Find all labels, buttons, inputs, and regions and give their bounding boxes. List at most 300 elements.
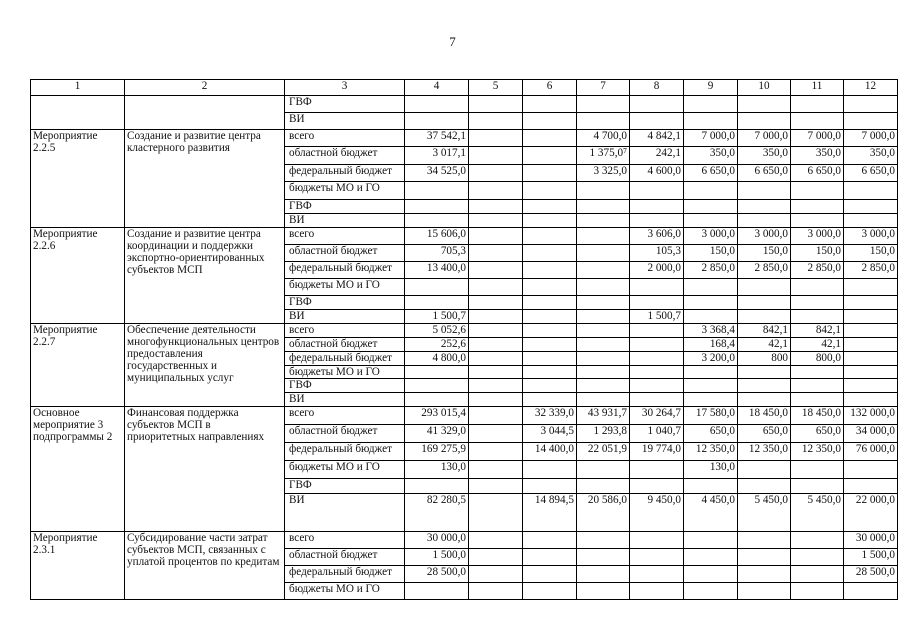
amount-cell: 650,0	[791, 425, 844, 443]
amount-cell	[738, 393, 791, 407]
amount-cell	[523, 214, 577, 228]
amount-cell	[577, 532, 630, 549]
amount-cell	[523, 338, 577, 352]
amount-cell: 3 000,0	[791, 228, 844, 245]
amount-cell: 105,3	[630, 245, 684, 262]
page-number: 7	[449, 34, 456, 49]
activity-description: Создание и развитие центра координации и поддержки экспортно-ориентированных субъектов МСП	[125, 228, 285, 324]
amount-cell	[469, 228, 523, 245]
amount-cell	[469, 165, 523, 182]
amount-cell	[405, 113, 469, 130]
table-row	[31, 130, 898, 147]
amount-cell	[523, 393, 577, 407]
amount-cell: 800	[738, 352, 791, 366]
amount-cell	[738, 479, 791, 494]
funding-source: ГВФ	[285, 96, 405, 113]
amount-cell: 18 450,0	[738, 407, 791, 425]
amount-cell	[577, 279, 630, 296]
amount-cell	[684, 366, 738, 379]
amount-cell	[844, 366, 898, 379]
amount-cell: 252,6	[405, 338, 469, 352]
amount-cell: 3 017,1	[405, 147, 469, 165]
amount-cell	[684, 296, 738, 310]
amount-cell: 30 264,7	[630, 407, 684, 425]
amount-cell	[791, 366, 844, 379]
activity-description: Обеспечение деятельности многофункциональных центров предоставления государственных и муниципальных услуг	[125, 324, 285, 407]
funding-source: областной бюджет	[285, 245, 405, 262]
amount-cell	[844, 200, 898, 214]
column-header: 2	[125, 80, 285, 96]
amount-cell	[469, 494, 523, 532]
amount-cell	[469, 338, 523, 352]
amount-cell	[684, 200, 738, 214]
amount-cell: 22 000,0	[844, 494, 898, 532]
amount-cell	[630, 200, 684, 214]
amount-cell	[523, 379, 577, 393]
funding-source: бюджеты МО и ГО	[285, 583, 405, 600]
funding-source: ГВФ	[285, 479, 405, 494]
amount-cell	[630, 393, 684, 407]
amount-cell	[469, 130, 523, 147]
amount-cell: 5 052,6	[405, 324, 469, 338]
amount-cell	[738, 279, 791, 296]
funding-source: федеральный бюджет	[285, 165, 405, 182]
amount-cell: 150,0	[844, 245, 898, 262]
amount-cell	[844, 379, 898, 393]
amount-cell	[405, 96, 469, 113]
amount-cell	[684, 393, 738, 407]
activity-name	[31, 96, 125, 130]
amount-cell	[469, 296, 523, 310]
amount-cell	[577, 549, 630, 566]
amount-cell	[523, 165, 577, 182]
amount-cell	[738, 214, 791, 228]
funding-source: областной бюджет	[285, 147, 405, 165]
amount-cell	[523, 182, 577, 200]
funding-source: федеральный бюджет	[285, 443, 405, 461]
amount-cell: 4 842,1	[630, 130, 684, 147]
amount-cell	[405, 583, 469, 600]
amount-cell	[523, 279, 577, 296]
amount-cell	[630, 479, 684, 494]
amount-cell: 13 400,0	[405, 262, 469, 279]
amount-cell: 3 200,0	[684, 352, 738, 366]
amount-cell	[630, 583, 684, 600]
amount-cell	[405, 279, 469, 296]
amount-cell	[844, 96, 898, 113]
amount-cell: 350,0	[791, 147, 844, 165]
amount-cell: 2 850,0	[684, 262, 738, 279]
amount-cell: 3 368,4	[684, 324, 738, 338]
amount-cell	[469, 182, 523, 200]
amount-cell: 5 450,0	[738, 494, 791, 532]
amount-cell: 9 450,0	[630, 494, 684, 532]
amount-cell	[738, 379, 791, 393]
amount-cell	[405, 479, 469, 494]
amount-cell	[469, 113, 523, 130]
funding-source: бюджеты МО и ГО	[285, 182, 405, 200]
amount-cell	[738, 310, 791, 324]
activity-name: Мероприятие 2.2.7	[31, 324, 125, 407]
amount-cell	[630, 96, 684, 113]
amount-cell	[405, 214, 469, 228]
funding-source: федеральный бюджет	[285, 262, 405, 279]
amount-cell: 842,1	[738, 324, 791, 338]
amount-cell: 6 650,0	[844, 165, 898, 182]
amount-cell: 169 275,9	[405, 443, 469, 461]
amount-cell	[844, 214, 898, 228]
amount-cell	[684, 379, 738, 393]
amount-cell	[405, 200, 469, 214]
amount-cell	[791, 461, 844, 479]
amount-cell	[405, 393, 469, 407]
amount-cell	[469, 279, 523, 296]
amount-cell	[844, 324, 898, 338]
amount-cell: 7 000,0	[684, 130, 738, 147]
amount-cell	[738, 461, 791, 479]
table-row	[31, 96, 898, 113]
amount-cell	[523, 200, 577, 214]
funding-source: всего	[285, 130, 405, 147]
amount-cell	[630, 366, 684, 379]
amount-cell	[469, 324, 523, 338]
amount-cell	[577, 296, 630, 310]
amount-cell	[684, 549, 738, 566]
funding-source: бюджеты МО и ГО	[285, 366, 405, 379]
amount-cell: 3 000,0	[684, 228, 738, 245]
amount-cell	[684, 566, 738, 583]
amount-cell	[469, 262, 523, 279]
amount-cell: 12 350,0	[738, 443, 791, 461]
amount-cell	[523, 352, 577, 366]
amount-cell	[469, 532, 523, 549]
amount-cell	[577, 352, 630, 366]
amount-cell	[523, 130, 577, 147]
amount-cell: 43 931,7	[577, 407, 630, 425]
amount-cell: 28 500,0	[405, 566, 469, 583]
amount-cell	[684, 310, 738, 324]
funding-source: областной бюджет	[285, 338, 405, 352]
amount-cell	[469, 549, 523, 566]
table-row	[31, 228, 898, 245]
amount-cell	[523, 147, 577, 165]
amount-cell	[523, 566, 577, 583]
amount-cell	[469, 425, 523, 443]
amount-cell	[630, 113, 684, 130]
amount-cell: 22 051,9	[577, 443, 630, 461]
activity-name: Мероприятие 2.2.6	[31, 228, 125, 324]
amount-cell: 150,0	[738, 245, 791, 262]
amount-cell: 130,0	[405, 461, 469, 479]
amount-cell	[738, 566, 791, 583]
activity-description	[125, 96, 285, 130]
amount-cell: 6 650,0	[738, 165, 791, 182]
amount-cell: 4 700,0	[577, 130, 630, 147]
amount-cell	[469, 583, 523, 600]
amount-cell: 2 000,0	[630, 262, 684, 279]
amount-cell	[844, 296, 898, 310]
amount-cell	[469, 407, 523, 425]
amount-cell: 12 350,0	[684, 443, 738, 461]
amount-cell	[738, 296, 791, 310]
amount-cell	[523, 96, 577, 113]
column-header: 12	[844, 80, 898, 96]
amount-cell	[844, 461, 898, 479]
amount-cell	[738, 549, 791, 566]
amount-cell	[523, 228, 577, 245]
amount-cell: 293 015,4	[405, 407, 469, 425]
funding-source: всего	[285, 324, 405, 338]
amount-cell	[469, 245, 523, 262]
amount-cell	[791, 532, 844, 549]
amount-cell: 76 000,0	[844, 443, 898, 461]
amount-cell: 1 500,7	[405, 310, 469, 324]
amount-cell: 14 894,5	[523, 494, 577, 532]
amount-cell	[469, 147, 523, 165]
amount-cell: 242,1	[630, 147, 684, 165]
amount-cell: 3 044,5	[523, 425, 577, 443]
amount-cell: 7 000,0	[844, 130, 898, 147]
amount-cell: 37 542,1	[405, 130, 469, 147]
amount-cell	[577, 479, 630, 494]
column-header: 6	[523, 80, 577, 96]
amount-cell	[577, 366, 630, 379]
amount-cell	[738, 583, 791, 600]
amount-cell	[844, 338, 898, 352]
amount-cell	[577, 262, 630, 279]
amount-cell	[405, 296, 469, 310]
funding-source: ВИ	[285, 310, 405, 324]
amount-cell	[791, 200, 844, 214]
amount-cell	[738, 96, 791, 113]
amount-cell: 150,0	[791, 245, 844, 262]
amount-cell: 6 650,0	[791, 165, 844, 182]
amount-cell	[738, 366, 791, 379]
amount-cell: 130,0	[684, 461, 738, 479]
amount-cell: 19 774,0	[630, 443, 684, 461]
amount-cell: 4 450,0	[684, 494, 738, 532]
amount-cell	[684, 214, 738, 228]
amount-cell	[791, 479, 844, 494]
amount-cell	[791, 566, 844, 583]
amount-cell: 41 329,0	[405, 425, 469, 443]
amount-cell	[523, 532, 577, 549]
amount-cell	[791, 393, 844, 407]
amount-cell	[405, 366, 469, 379]
amount-cell: 2 850,0	[844, 262, 898, 279]
amount-cell: 150,0	[684, 245, 738, 262]
amount-cell	[791, 279, 844, 296]
amount-cell: 1 500,0	[844, 549, 898, 566]
amount-cell	[469, 379, 523, 393]
amount-cell	[630, 182, 684, 200]
amount-cell	[523, 113, 577, 130]
amount-cell: 17 580,0	[684, 407, 738, 425]
amount-cell: 42,1	[791, 338, 844, 352]
amount-cell: 15 606,0	[405, 228, 469, 245]
amount-cell	[577, 200, 630, 214]
budget-table	[30, 79, 898, 600]
amount-cell	[684, 182, 738, 200]
amount-cell	[684, 479, 738, 494]
amount-cell: 7 000,0	[738, 130, 791, 147]
activity-description: Субсидирование части затрат субъектов МСП, связанных с уплатой процентов по кредитам	[125, 532, 285, 600]
amount-cell: 32 339,0	[523, 407, 577, 425]
amount-cell: 3 606,0	[630, 228, 684, 245]
column-header: 5	[469, 80, 523, 96]
amount-cell	[469, 96, 523, 113]
amount-cell: 2 850,0	[791, 262, 844, 279]
amount-cell	[523, 324, 577, 338]
amount-cell	[577, 310, 630, 324]
amount-cell: 4 600,0	[630, 165, 684, 182]
amount-cell	[844, 479, 898, 494]
column-header: 11	[791, 80, 844, 96]
amount-cell: 3 000,0	[738, 228, 791, 245]
column-header: 9	[684, 80, 738, 96]
amount-cell	[469, 393, 523, 407]
funding-source: областной бюджет	[285, 425, 405, 443]
amount-cell	[577, 228, 630, 245]
amount-cell	[577, 96, 630, 113]
column-header: 3	[285, 80, 405, 96]
amount-cell	[523, 245, 577, 262]
amount-cell	[577, 324, 630, 338]
amount-cell	[738, 200, 791, 214]
funding-source: всего	[285, 407, 405, 425]
amount-cell: 42,1	[738, 338, 791, 352]
activity-name: Основное мероприятие 3 подпрограммы 2	[31, 407, 125, 532]
amount-cell	[577, 214, 630, 228]
amount-cell	[630, 566, 684, 583]
amount-cell: 350,0	[684, 147, 738, 165]
funding-source: ГВФ	[285, 200, 405, 214]
amount-cell: 705,3	[405, 245, 469, 262]
amount-cell: 842,1	[791, 324, 844, 338]
amount-cell: 2 850,0	[738, 262, 791, 279]
amount-cell: 800,0	[791, 352, 844, 366]
amount-cell	[469, 214, 523, 228]
amount-cell: 1 500,7	[630, 310, 684, 324]
amount-cell	[844, 352, 898, 366]
amount-cell	[523, 310, 577, 324]
amount-cell	[738, 113, 791, 130]
amount-cell: 28 500,0	[844, 566, 898, 583]
amount-cell: 5 450,0	[791, 494, 844, 532]
amount-cell: 30 000,0	[844, 532, 898, 549]
column-header: 10	[738, 80, 791, 96]
amount-cell: 18 450,0	[791, 407, 844, 425]
activity-name: Мероприятие 2.3.1	[31, 532, 125, 600]
funding-source: ВИ	[285, 214, 405, 228]
amount-cell	[405, 182, 469, 200]
amount-cell: 650,0	[684, 425, 738, 443]
amount-cell	[577, 379, 630, 393]
activity-description: Финансовая поддержка субъектов МСП в приоритетных направлениях	[125, 407, 285, 532]
table-row	[31, 532, 898, 549]
amount-cell	[469, 366, 523, 379]
amount-cell	[844, 583, 898, 600]
funding-source: ВИ	[285, 393, 405, 407]
amount-cell	[523, 549, 577, 566]
amount-cell: 14 400,0	[523, 443, 577, 461]
funding-source: всего	[285, 532, 405, 549]
amount-cell	[469, 200, 523, 214]
amount-cell	[523, 479, 577, 494]
amount-cell	[577, 338, 630, 352]
amount-cell	[405, 379, 469, 393]
amount-cell	[523, 366, 577, 379]
amount-cell	[630, 296, 684, 310]
amount-cell	[791, 549, 844, 566]
amount-cell	[523, 262, 577, 279]
amount-cell	[844, 393, 898, 407]
amount-cell	[630, 379, 684, 393]
column-header: 7	[577, 80, 630, 96]
amount-cell	[577, 113, 630, 130]
amount-cell	[630, 324, 684, 338]
amount-cell: 6 650,0	[684, 165, 738, 182]
column-header: 8	[630, 80, 684, 96]
amount-cell	[469, 352, 523, 366]
funding-source: областной бюджет	[285, 549, 405, 566]
funding-source: ГВФ	[285, 379, 405, 393]
amount-cell	[577, 461, 630, 479]
amount-cell: 82 280,5	[405, 494, 469, 532]
amount-cell	[630, 461, 684, 479]
amount-cell: 4 800,0	[405, 352, 469, 366]
amount-cell	[523, 461, 577, 479]
funding-source: ГВФ	[285, 296, 405, 310]
activity-description: Создание и развитие центра кластерного развития	[125, 130, 285, 228]
amount-cell	[738, 182, 791, 200]
amount-cell	[577, 566, 630, 583]
amount-cell: 30 000,0	[405, 532, 469, 549]
amount-cell	[791, 182, 844, 200]
amount-cell: 350,0	[738, 147, 791, 165]
funding-source: бюджеты МО и ГО	[285, 461, 405, 479]
funding-source: ВИ	[285, 494, 405, 532]
amount-cell	[791, 214, 844, 228]
amount-cell	[577, 182, 630, 200]
amount-cell	[791, 310, 844, 324]
table-row	[31, 324, 898, 338]
amount-cell: 1 293,8	[577, 425, 630, 443]
amount-cell	[844, 279, 898, 296]
amount-cell	[844, 182, 898, 200]
amount-cell	[791, 96, 844, 113]
column-header: 4	[405, 80, 469, 96]
amount-cell	[577, 245, 630, 262]
activity-name: Мероприятие 2.2.5	[31, 130, 125, 228]
amount-cell: 20 586,0	[577, 494, 630, 532]
amount-cell: 350,0	[844, 147, 898, 165]
funding-source: всего	[285, 228, 405, 245]
amount-cell	[684, 532, 738, 549]
amount-cell	[630, 214, 684, 228]
table-row	[31, 407, 898, 425]
amount-cell	[844, 310, 898, 324]
amount-cell	[684, 583, 738, 600]
amount-cell: 168,4	[684, 338, 738, 352]
amount-cell	[469, 479, 523, 494]
amount-cell	[791, 379, 844, 393]
header-row	[31, 80, 898, 96]
amount-cell	[469, 461, 523, 479]
amount-cell	[684, 96, 738, 113]
amount-cell	[523, 583, 577, 600]
amount-cell: 34 525,0	[405, 165, 469, 182]
